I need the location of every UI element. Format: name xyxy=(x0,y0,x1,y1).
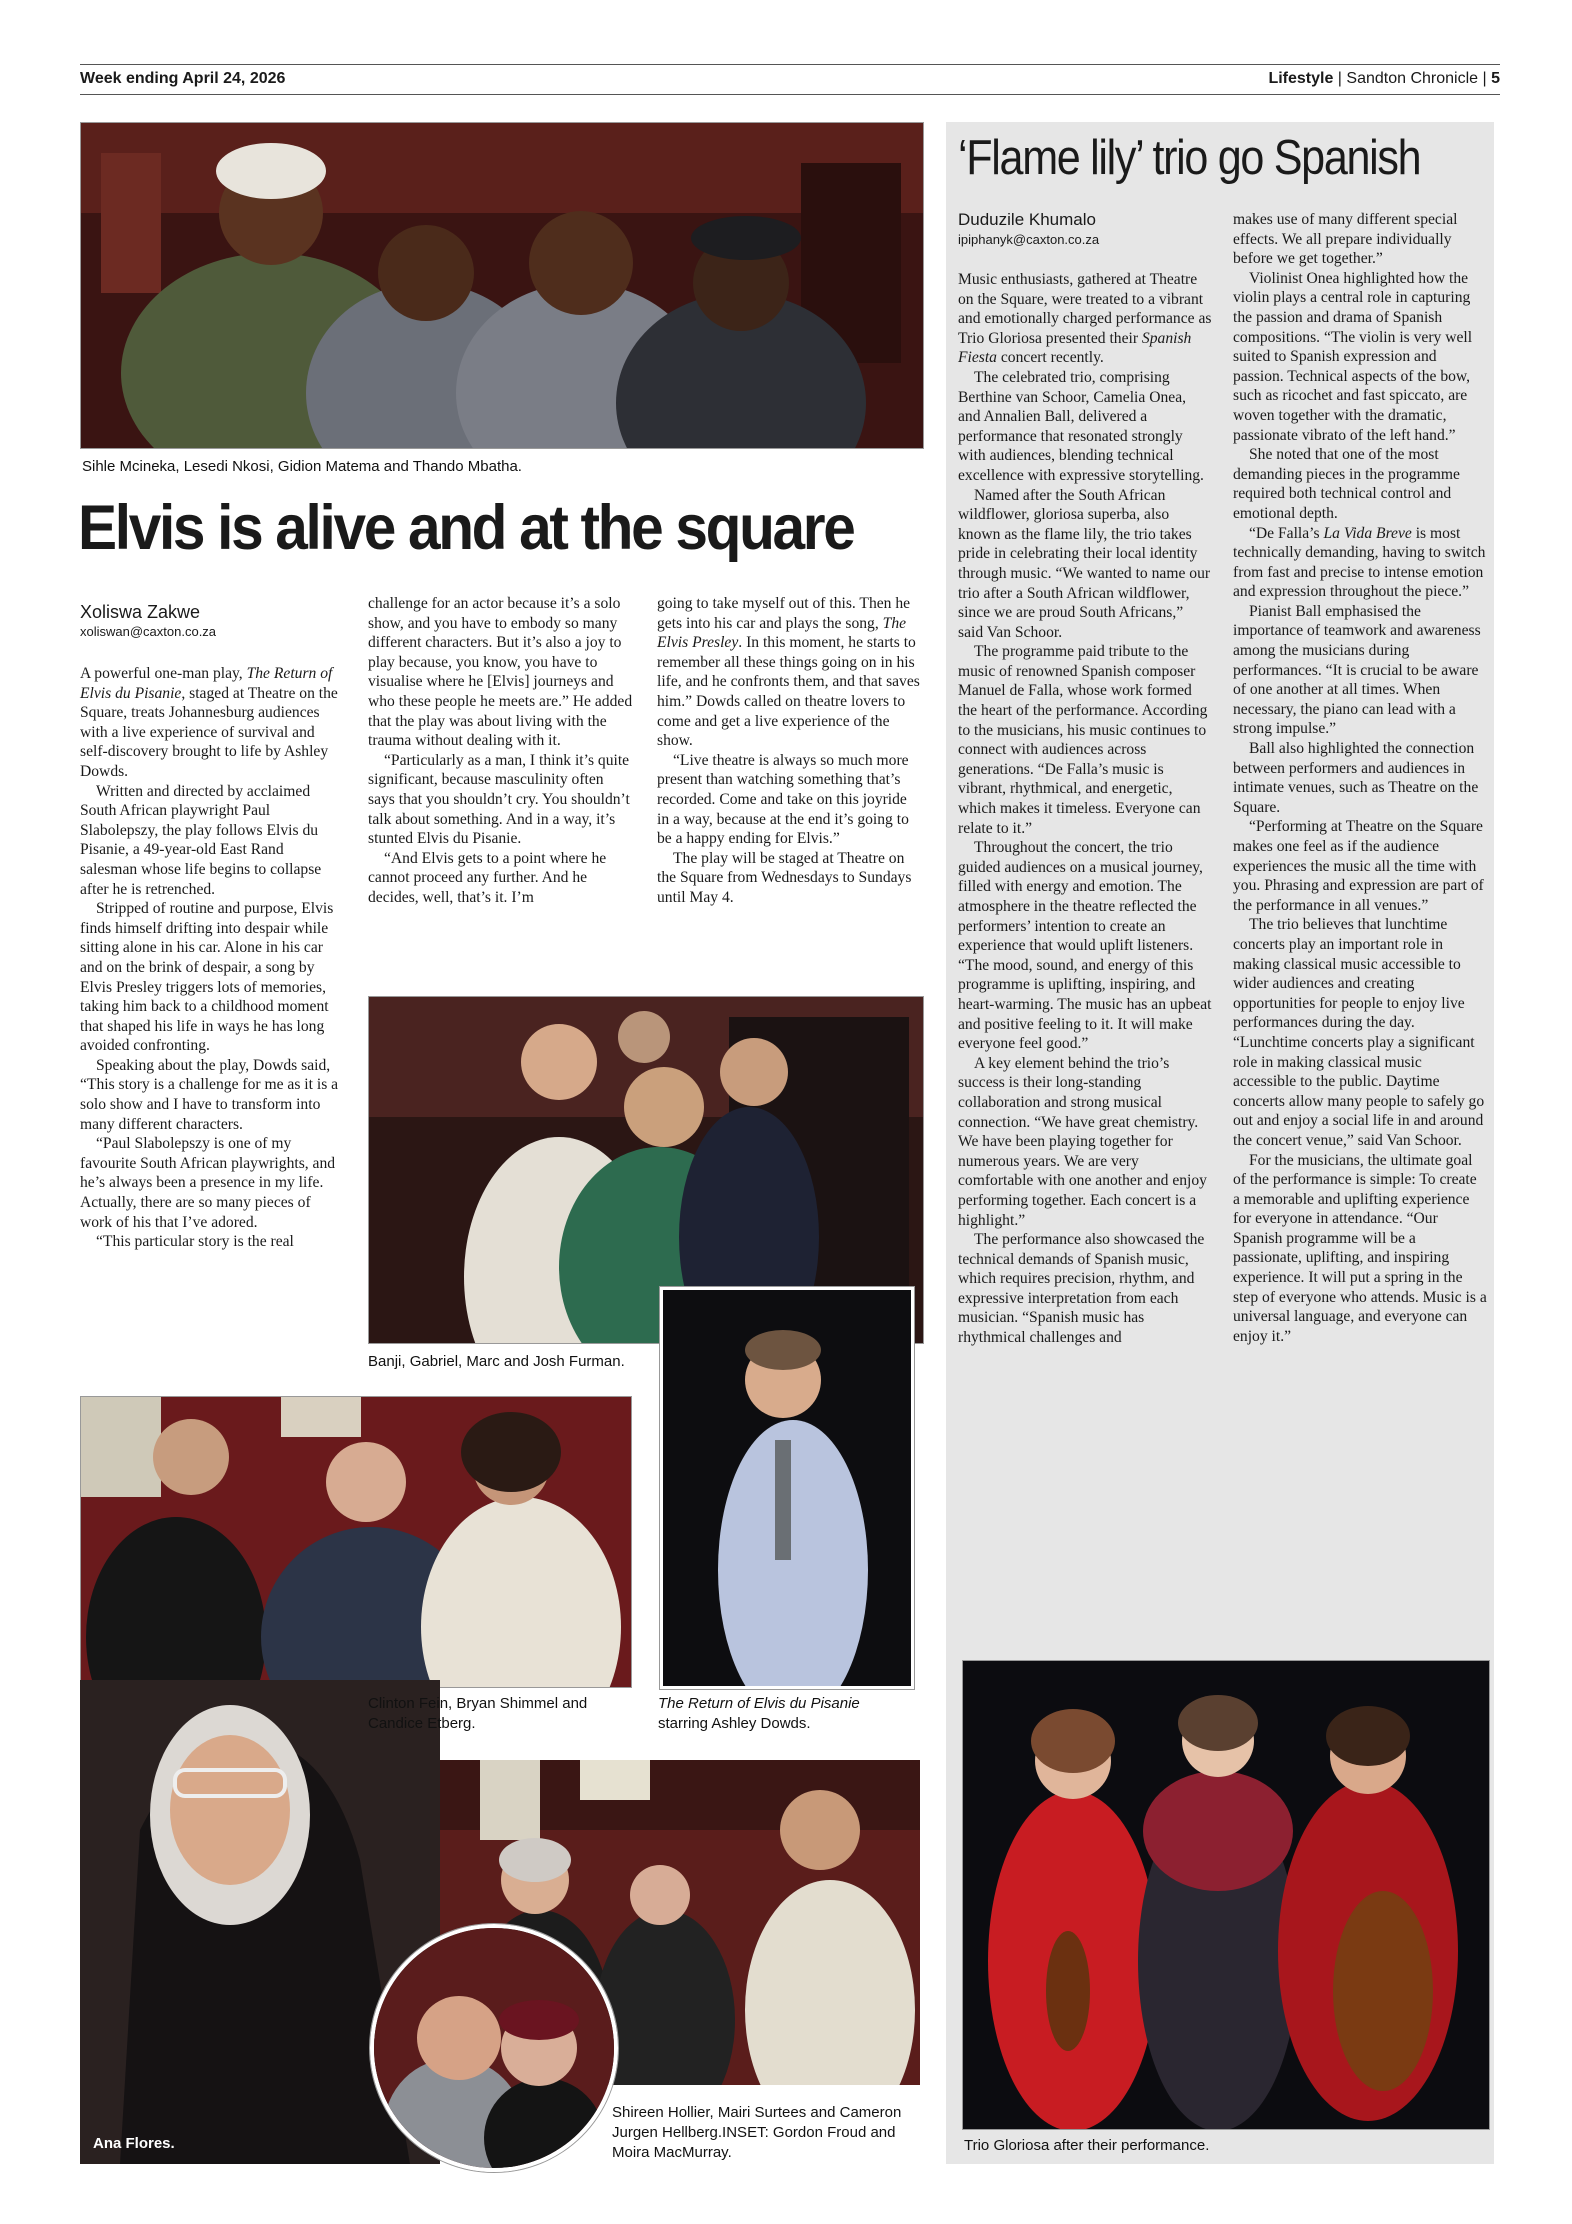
main-col2-para: challenge for an actor because it’s a solo show, and you have to embody so many different characters. But it’s also a joy to play because, you know, you have to visualise where he [Elvis] journeys and who these people he meets are.” He added that the play was about living with the trauma without dealing with it. xyxy=(368,595,633,750)
header-bottom-rule xyxy=(80,94,1500,95)
page-number: 5 xyxy=(1491,70,1500,87)
sidebar-byline-email: ipiphanyk@caxton.co.za xyxy=(958,232,1100,247)
sidebar-col1-para: The performance also showcased the technical demands of Spanish music, which requires precision, rhythm, and expressive interpretation from each musician. “Spanish music has rhythmical challenges and xyxy=(958,1231,1205,1347)
inset-gordon-moira xyxy=(370,1924,618,2172)
main-column-1 xyxy=(80,664,342,1252)
sidebar-col2-para: Pianist Ball emphasised the importance of teamwork and awareness among the musicians during performances. “It is crucial to be aware of one another at all times. When necessary, the piano can lead with a strong impulse.” xyxy=(1233,602,1481,738)
sidebar-col1-para: Music enthusiasts, gathered at Theatre on the Square, were treated to a vibrant and emotionally charged performance as Trio Gloriosa presented their Spanish Fiesta concert recently. xyxy=(958,271,1212,367)
sidebar-col2-para: “Performing at Theatre on the Square makes one feel as if the audience experiences the music all the time with you. Phrasing and expression are part of the performance in all venues.” xyxy=(1233,818,1484,914)
sidebar-col2-para: makes use of many different special effects. We all prepare individually before we get together.” xyxy=(1233,211,1458,268)
photo-trio-gloriosa xyxy=(962,1660,1490,2130)
sidebar-col2-para: Ball also highlighted the connection between performers and audiences in intimate venues, such as Theatre on the Square. xyxy=(1233,740,1479,816)
main-byline-email: xoliswan@caxton.co.za xyxy=(80,624,217,639)
main-col1-para: Speaking about the play, Dowds said, “This story is a challenge for me as it is a solo show and I have to transform into many different characters. xyxy=(80,1056,339,1133)
caption-return-rest: starring Ashley Dowds. xyxy=(658,1715,811,1732)
issue-date: Week ending April 24, 2026 xyxy=(80,70,286,87)
photo-ashley-dowds xyxy=(660,1287,914,1689)
sidebar-col1-para: A key element behind the trio’s success is their long-standing collaboration and strong musical connection. “We have great chemistry. We have been playing together for numerous years. We are very comfortable with one another and enjoy performing together. Each concert is a highlight.” xyxy=(958,1054,1207,1229)
main-col1-para: “This particular story is the real xyxy=(96,1233,294,1251)
main-column-2 xyxy=(368,594,633,908)
main-col1-para: “Paul Slabolepszy is one of my favourite South African playwrights, and he’s always been a presence in my life. Actually, there are so many pieces of work of his that I’ve adored. xyxy=(80,1135,336,1231)
sidebar-col1-para: The programme paid tribute to the music of renowned Spanish composer Manuel de Falla, whose work formed the heart of the performance. According to the musicians, his music continues to connect with audiences across generations. “De Falla’s music is vibrant, rhythmical, and energetic, which makes it timeless. Everyone can relate to it.” xyxy=(958,643,1208,837)
photo-four-young-men xyxy=(80,122,924,449)
caption-banji: Banji, Gabriel, Marc and Josh Furman. xyxy=(368,1353,625,1370)
section-label: Lifestyle | Sandton Chronicle | 5 xyxy=(1268,70,1500,87)
main-byline-name: Xoliswa Zakwe xyxy=(80,602,201,622)
main-col2-para: “And Elvis gets to a point where he cannot proceed any further. And he decides, well, that’s it. I’m xyxy=(368,849,607,906)
main-col1-para: Written and directed by acclaimed South African playwright Paul Slabolepszy, the play follows Elvis du Pisanie, a 49-year-old East Rand salesman whose life begins to collapse after he is retrenched. xyxy=(80,782,322,898)
caption-return-of-elvis xyxy=(658,1694,918,1734)
sidebar-col2-para: She noted that one of the most demanding pieces in the programme required both technical control and emotional depth. xyxy=(1233,446,1460,522)
caption-return-title: The Return of Elvis du Pisanie xyxy=(658,1695,860,1712)
main-col3-para: going to take myself out of this. Then he gets into his car and plays the song, The Elvis Presley. In this moment, he starts to remember all these things going on in his life, and he confronts them, and that saves him.” Dowds called on theatre lovers to come and get a live experience of the show. xyxy=(657,595,920,750)
main-col1-para: A powerful one-man play, The Return of Elvis du Pisanie, staged at Theatre on the Square, treats Johannesburg audiences with a live experience of survival and self-discovery brought to life by Ashley Dowds. xyxy=(80,665,338,780)
caption-shireen: Shireen Hollier, Mairi Surtees and Cameron Jurgen Hellberg.INSET: Gordon Froud and Moira MacMurray. xyxy=(612,2104,902,2161)
sidebar-column-1 xyxy=(958,270,1212,1348)
sidebar-col2-para: The trio believes that lunchtime concerts play an important role in making classical music accessible to wider audiences and creating opportunities for people to enjoy live performances during the day. “Lunchtime concerts play a significant role in making classical music accessible to the public. Daytime concerts allow many people to safely go out and enjoy a social life in and around the concert venue,” said Van Schoor. xyxy=(1233,916,1485,1149)
sidebar-column-2 xyxy=(1233,210,1487,1346)
main-headline: Elvis is alive and at the square xyxy=(78,493,854,563)
section-name: Lifestyle xyxy=(1268,70,1334,87)
sidebar-col1-para: The celebrated trio, comprising Berthine van Schoor, Camelia Onea, and Annalien Ball, delivered a performance that resonated strongly with audiences, blending technical excellence with expressive storytelling. xyxy=(958,368,1204,484)
caption-trio-gloriosa: Trio Gloriosa after their performance. xyxy=(964,2137,1210,2154)
page-header xyxy=(80,66,1500,92)
main-col2-para: “Particularly as a man, I think it’s quite significant, because masculinity often says that you shouldn’t cry. You shouldn’t talk about something. And in a way, it’s stunted Elvis du Pisanie. xyxy=(368,751,630,848)
main-col1-para: Stripped of routine and purpose, Elvis finds himself drifting into despair while sitting alone in his car. Alone in his car and on the brink of despair, a song by Elvis Presley triggers lots of memories, taking him back to a childhood moment that shaped his life in ways he has long avoided confronting. xyxy=(80,900,334,1055)
caption-clinton: Clinton Fein, Bryan Shimmel and Candice Etberg. xyxy=(368,1695,588,1732)
main-column-3 xyxy=(657,594,922,908)
sidebar-col2-para: “De Falla’s La Vida Breve is most technically demanding, having to switch from fast and precise to intense emotion and expression throughout the piece.” xyxy=(1233,524,1486,601)
paper-name: Sandton Chronicle xyxy=(1346,70,1479,87)
photo-clinton-bryan-candice xyxy=(80,1396,632,1688)
sidebar-byline-name: Duduzile Khumalo xyxy=(958,210,1096,229)
header-top-rule xyxy=(80,64,1500,65)
sidebar-col1-para: Named after the South African wildflower, gloriosa superba, also known as the flame lily, the trio takes pride in celebrating their local identity through music. “We wanted to name our trio after a South African wildflower, since we are proud South Africans,” said Van Schoor. xyxy=(958,486,1211,641)
sidebar-col2-para: For the musicians, the ultimate goal of the performance is simple: To create a memorable and uplifting experience for everyone in attendance. “Our Spanish programme will be a passionate, uplifting, and inspiring experience. It will put a spring in the step of everyone who attends. Music is a universal language, and everyone can enjoy it.” xyxy=(1233,1151,1487,1345)
caption-top-photo: Sihle Mcineka, Lesedi Nkosi, Gidion Matema and Thando Mbatha. xyxy=(82,458,522,475)
sidebar-col1-para: Throughout the concert, the trio guided audiences on a musical journey, filled with energy and emotion. The atmosphere in the theatre reflected the performers’ intention to create an experience that would uplift listeners. “The mood, sound, and energy of this programme is uplifting, inspiring, and heart-warming. The music has an upbeat and positive feeling to it. It will make everyone feel good.” xyxy=(958,839,1212,1053)
sidebar-col2-para: Violinist Onea highlighted how the violin plays a central role in capturing the passion and drama of Spanish compositions. “The violin is very well suited to Spanish expression and passion. Technical aspects of the bow, such as ricochet and fast spiccato, are woven together with the dramatic, passionate vibrato of the left hand.” xyxy=(1233,269,1473,444)
sidebar-headline: ‘Flame lily’ trio go Spanish xyxy=(958,131,1421,185)
caption-ana-flores: Ana Flores. xyxy=(93,2135,175,2152)
main-col3-para: “Live theatre is always so much more present than watching something that’s recorded. Come and take on this joyride in a way, because at the end it’s going to be a happy ending for Elvis.” xyxy=(657,751,909,848)
main-col3-para: The play will be staged at Theatre on the Square from Wednesdays to Sundays until May 4. xyxy=(657,849,912,906)
